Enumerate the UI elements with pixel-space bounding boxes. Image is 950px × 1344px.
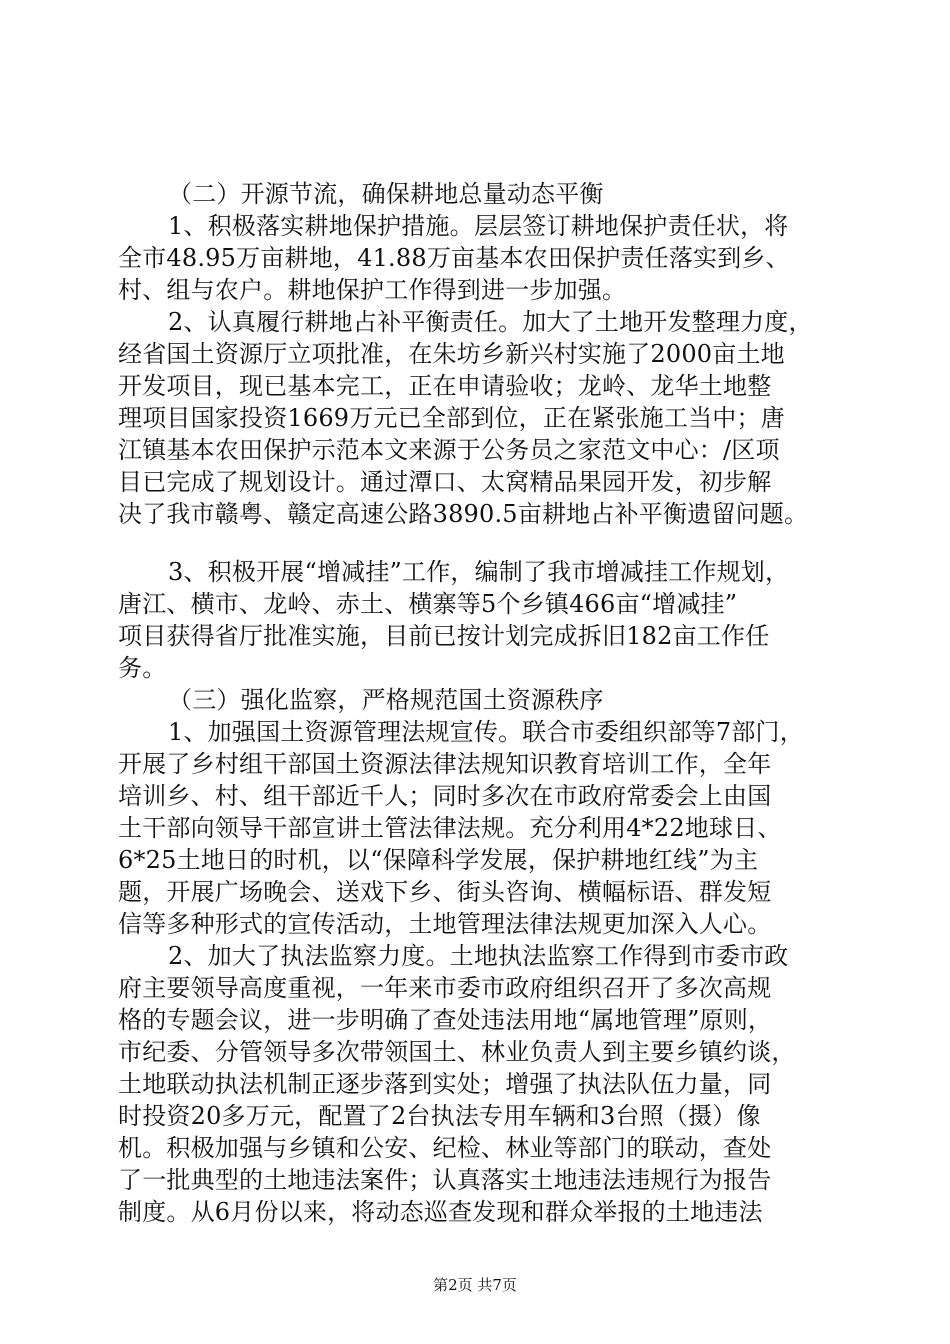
paragraph-line: 土干部向领导干部宣讲土管法律法规。充分利用4*22地球日、: [118, 814, 782, 842]
paragraph-line: 村、组与农户。耕地保护工作得到进一步加强。: [118, 276, 627, 304]
paragraph-line: 时投资20多万元，配置了2台执法专用车辆和3台照（摄）像: [118, 1102, 761, 1130]
section-heading-2: （二）开源节流，确保耕地总量动态平衡: [168, 180, 604, 208]
paragraph-line: 府主要领导高度重视，一年来市委市政府组织召开了多次高规: [118, 974, 772, 1002]
paragraph-line: 机。积极加强与乡镇和公安、纪检、林业等部门的联动，查处: [118, 1134, 772, 1162]
paragraph-line: 1、加强国土资源管理法规宣传。联合市委组织部等7部门，: [168, 718, 804, 746]
paragraph-line: 格的专题会议，进一步明确了查处违法用地“属地管理”原则，: [118, 1006, 773, 1034]
paragraph-line: 培训乡、村、组干部近千人；同时多次在市政府常委会上由国: [118, 782, 772, 810]
paragraph-line: 信等多种形式的宣传活动，土地管理法律法规更加深入人心。: [118, 910, 772, 938]
paragraph-line: 唐江、横市、龙岭、赤土、横寨等5个乡镇466亩“增减挂”: [118, 590, 738, 618]
paragraph-line: 市纪委、分管领导多次带领国土、林业负责人到主要乡镇约谈，: [118, 1038, 796, 1066]
paragraph-line: 3、积极开展“增减挂”工作，编制了我市增减挂工作规划，: [168, 558, 790, 586]
paragraph-line: 开展了乡村组干部国土资源法律法规知识教育培训工作，全年: [118, 750, 772, 778]
paragraph-line: 目已完成了规划设计。通过潭口、太窝精品果园开发，初步解: [118, 468, 772, 496]
paragraph-line: 项目获得省厅批准实施，目前已按计划完成拆旧182亩工作任: [118, 622, 770, 650]
paragraph-line: 制度。从6月份以来，将动态巡查发现和群众举报的土地违法: [118, 1198, 763, 1226]
paragraph-line: 1、积极落实耕地保护措施。层层签订耕地保护责任状，将: [168, 212, 789, 240]
page-number-footer: 第2页 共7页: [433, 1276, 517, 1294]
paragraph-line: 土地联动执法机制正逐步落到实处；增强了执法队伍力量，同: [118, 1070, 772, 1098]
paragraph-line: 开发项目，现已基本完工，正在申请验收；龙岭、龙华土地整: [118, 372, 772, 400]
paragraph-line: 决了我市赣粤、赣定高速公路3890.5亩耕地占补平衡遗留问题。: [118, 500, 809, 528]
paragraph-line: 务。: [118, 654, 167, 682]
section-heading-3: （三）强化监察，严格规范国土资源秩序: [168, 686, 604, 714]
paragraph-line: 经省国土资源厅立项批准，在朱坊乡新兴村实施了2000亩土地: [118, 340, 785, 368]
paragraph-line: 2、认真履行耕地占补平衡责任。加大了土地开发整理力度，: [168, 308, 813, 336]
paragraph-line: 理项目国家投资1669万元已全部到位，正在紧张施工当中；唐: [118, 404, 785, 432]
paragraph-line: 江镇基本农田保护示范本文来源于公务员之家范文中心：/区项: [118, 436, 780, 464]
paragraph-line: 6*25土地日的时机，以“保障科学发展，保护耕地红线”为主: [118, 846, 759, 874]
paragraph-line: 全市48.95万亩耕地，41.88万亩基本农田保护责任落实到乡、: [118, 244, 790, 272]
paragraph-line: 2、加大了执法监察力度。土地执法监察工作得到市委市政: [168, 942, 789, 970]
paragraph-line: 题，开展广场晚会、送戏下乡、街头咨询、横幅标语、群发短: [118, 878, 772, 906]
paragraph-line: 了一批典型的土地违法案件；认真落实土地违法违规行为报告: [118, 1166, 772, 1194]
